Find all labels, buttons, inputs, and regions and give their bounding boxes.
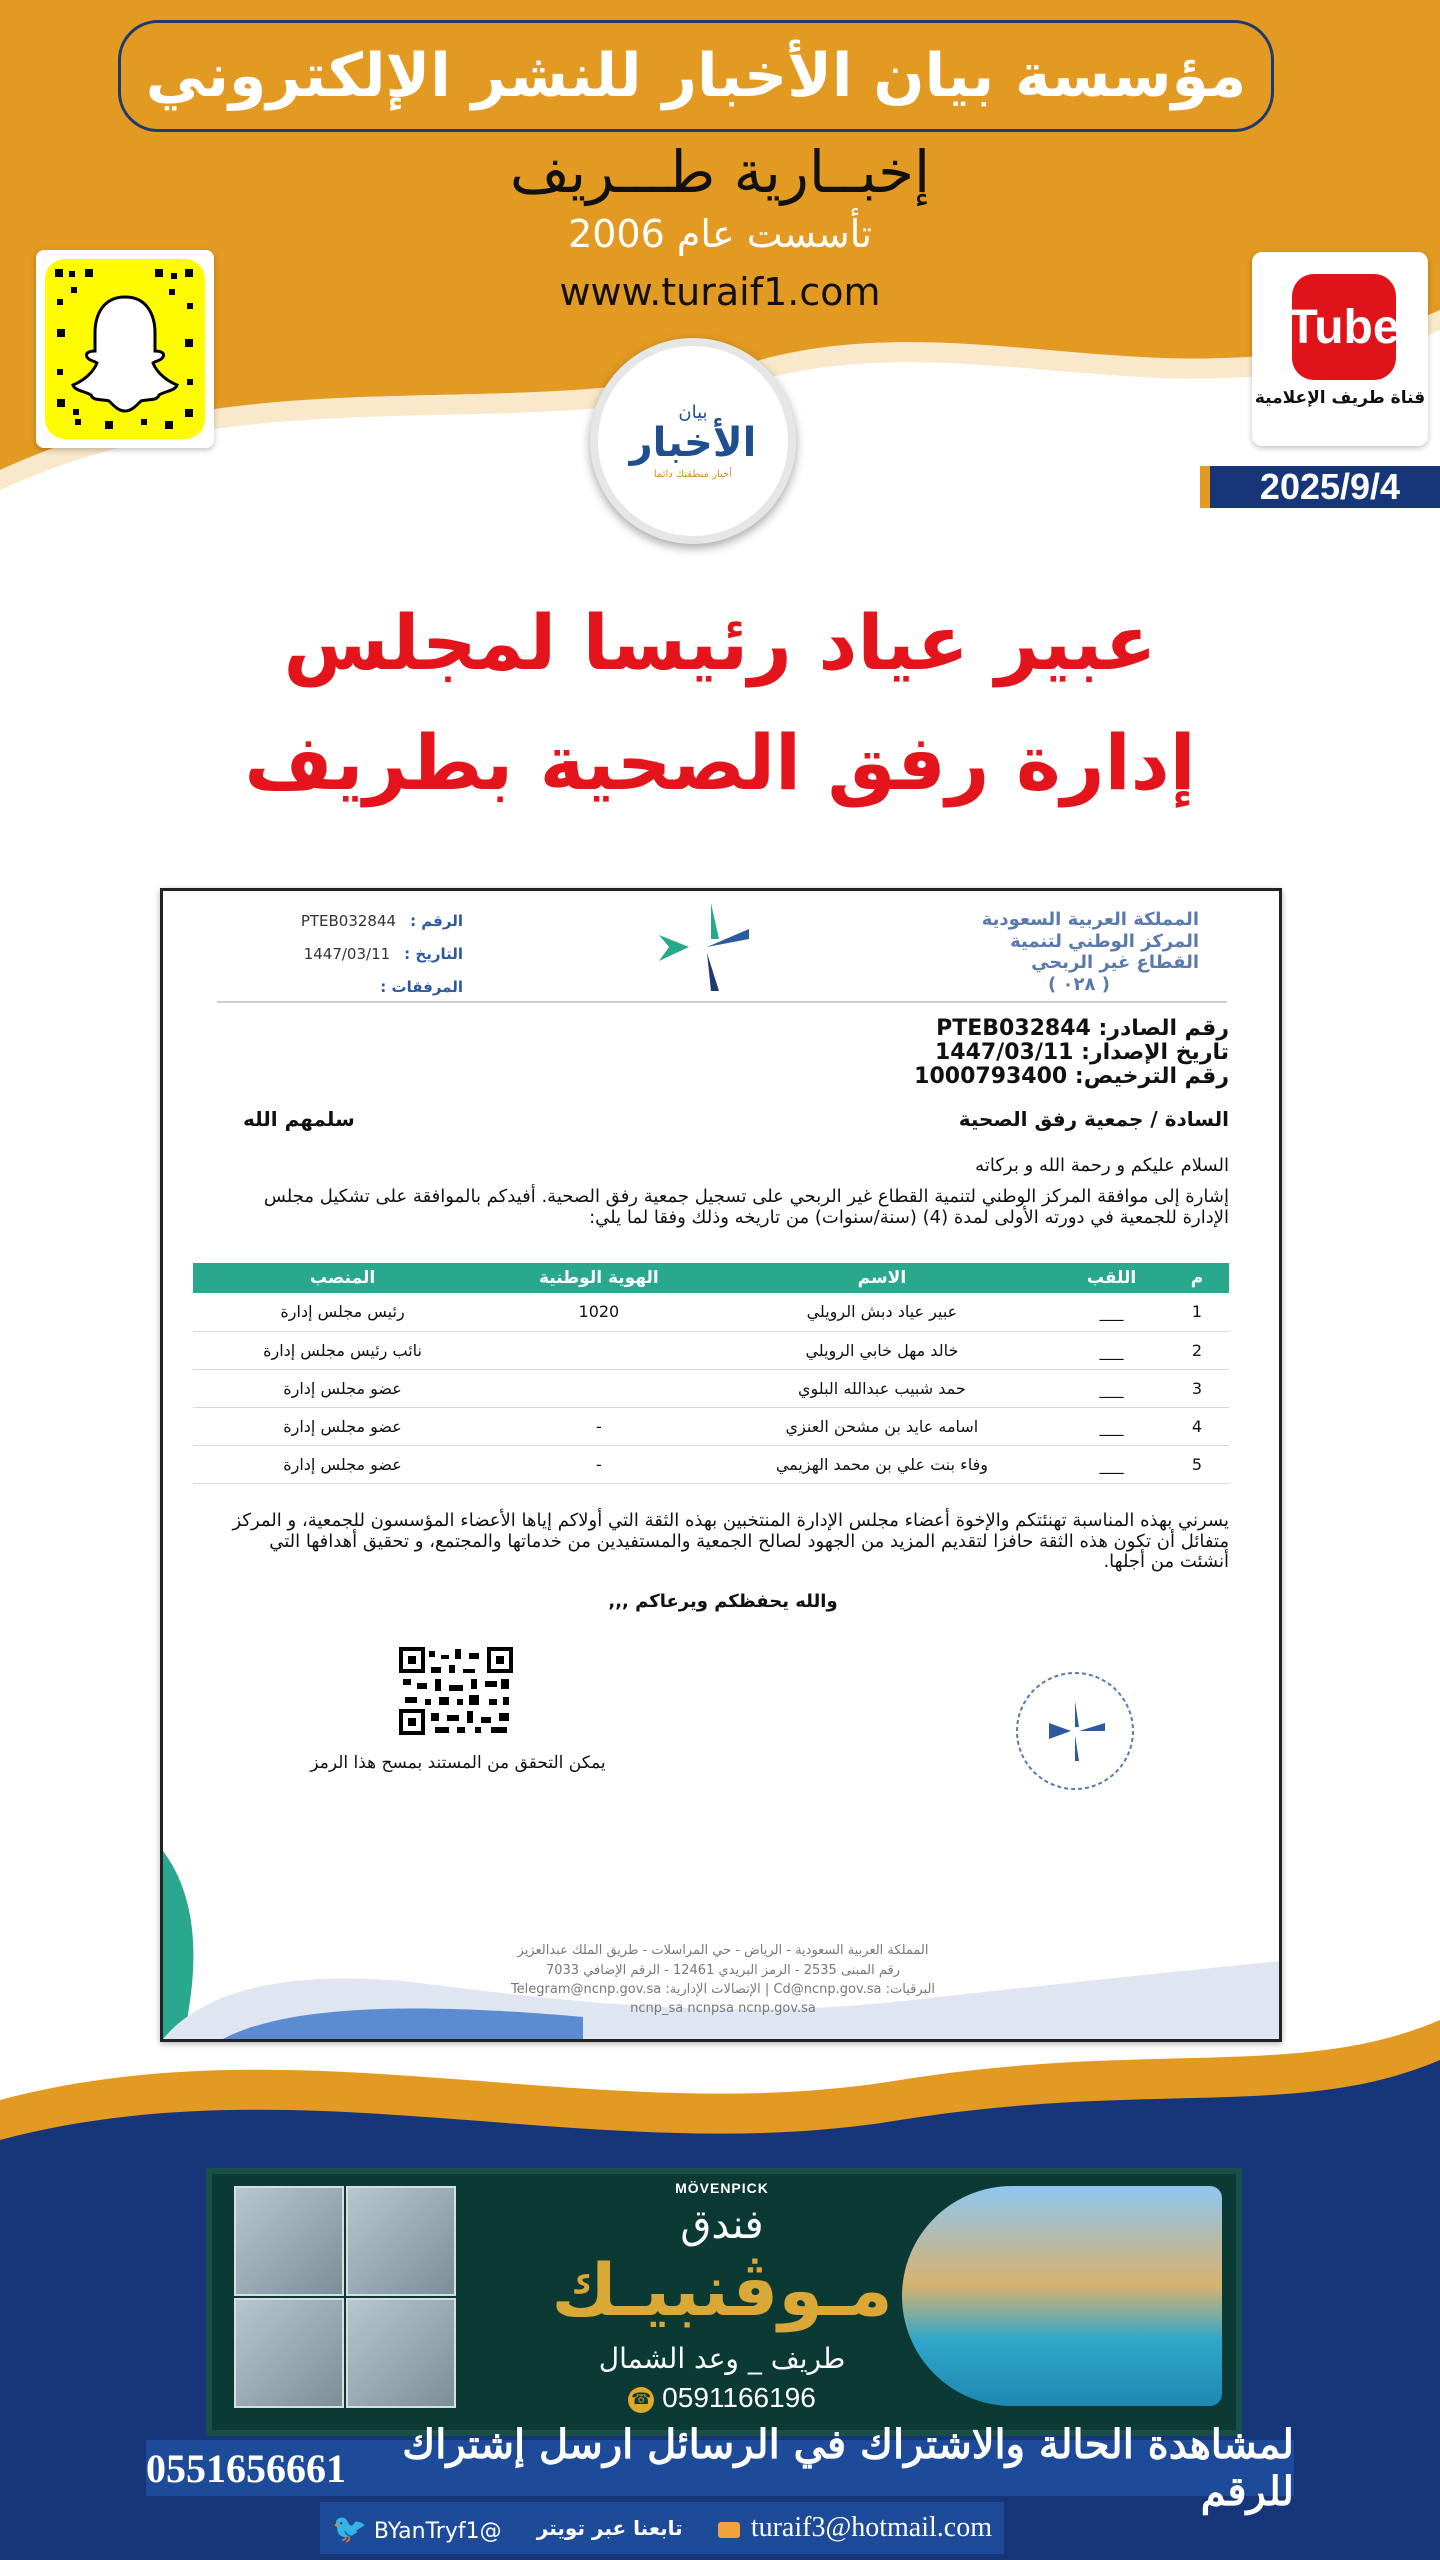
table-row: 1 ___ عبير عياد دبش الرويلي 1020 رئيس مجلس إدارة [193,1293,1229,1331]
table-row: 4 ___ اسامه عايد بن مشحن العنزي - عضو مجلس إدارة [193,1407,1229,1445]
snapchat-code[interactable] [36,250,214,448]
letter-issuer: المملكة العربية السعودية المركز الوطني لتنمية القطاع غير الربحي ( ٠٢٨ ) [981,909,1199,995]
table-row: 2 ___ خالد مهل خابي الرويلي نائب رئيس مجلس إدارة [193,1331,1229,1369]
letter-closing: والله يحفظكم ويرعاكم ,,, [608,1591,838,1612]
follow-label: تابعنا عبر تويتر [536,2516,683,2540]
divider [217,1001,1227,1003]
social-bar [320,2502,1004,2554]
mail-icon [718,2522,740,2538]
ncnp-logo-icon [649,899,759,995]
letter-references: رقم الصادر: PTEB032844 تاريخ الإصدار: 1447/03/11 رقم الترخيص: 1000793400 [914,1016,1229,1090]
snapchat-icon [45,259,205,439]
hotel-label: فندق [680,2202,764,2248]
hotel-brand: MÖVENPICK [675,2180,769,2196]
letter-regards: سلمهم الله [243,1107,355,1131]
table-row: 3 ___ حمد شبيب عبدالله البلوي عضو مجلس إدارة [193,1369,1229,1407]
org-name-banner: مؤسسة بيان الأخبار للنشر الإلكتروني [118,20,1274,132]
board-members-table: م اللقب الاسم الهوية الوطنية المنصب 1 ___ عبير عياد دبش الرويلي 1020 رئيس مجلس إدارة 2 ___ خالد مهل خابي الرويلي نائب رئيس مجلس إدارة 3 ___ حمد شبيب عبدالله البلوي عضو مجلس إدارة 4 ___ اسامه عايد بن مشحن العنزي - عضو مجلس إدارة 5 ___ وفاء بنت علي بن محمد الهزيمي - عضو مجلس إدارة [193,1263,1229,1484]
website-link[interactable]: www.turaif1.com [559,270,881,314]
letter-greeting: السلام عليكم و رحمة الله و بركاته [975,1155,1229,1176]
official-letter [160,888,1282,2042]
publish-date: 2025/9/4 [1200,466,1440,508]
twitter-icon: 🐦 [332,2511,367,2545]
founded-year: تأسست عام 2006 [568,212,872,256]
email-link[interactable]: turaif3@hotmail.com [718,2512,992,2544]
hotel-pool-photo [902,2186,1222,2406]
table-row: 5 ___ وفاء بنت علي بن محمد الهزيمي - عضو مجلس إدارة [193,1445,1229,1483]
youtube-channel-label: قناة طريف الإعلامية [1254,388,1426,408]
subscribe-banner: لمشاهدة الحالة والاشتراك في الرسائل ارسل إشتراك للرقم 0551656661 [146,2421,1294,2515]
twitter-handle[interactable]: 🐦 BYanTryf1@ [332,2511,502,2545]
letter-body-intro: إشارة إلى موافقة المركز الوطني لتنمية القطاع غير الربحي على تسجيل جمعية رفق الصحية. أفيدكم بالموافقة على تشكيل مجلس الإدارة للجمعية في دورته الأولى لمدة (4) (سنة/سنوات) من تاريخه وذلك وفقا لما يلي: [263,1186,1229,1228]
letter-body-congrats: يسرني بهذه المناسبة تهنئتكم والإخوة أعضاء مجلس الإدارة المنتخبين بهذه الثقة التي أولاكم إياها الأعضاء المؤسسون للجمعية، و المركز متفائل أن تكون هذه الثقة حافزا لتقديم المزيد من الجهود لصالح الجمعية والمستفيدين من خدماتها والمجتمع، و تحقيق أهدافها التي أنشئت من أجلها. [232,1510,1229,1573]
hotel-location: طريف _ وعد الشمال [598,2342,846,2375]
hotel-name: مـوڤنبيـك [551,2248,893,2332]
headline-line-1: عبير عياد رئيسا لمجلس [283,598,1157,687]
letter-meta: الرقم :PTEB032844 التاريخ :1447/03/11 المرفقات : [300,912,463,996]
qr-code-icon[interactable] [399,1647,513,1735]
letter-social-links: ncnp_sa ncnpsa ncnp.gov.sa [630,2001,816,2016]
youtube-channel-badge[interactable] [1252,252,1428,446]
site-logo: بيان الأخبار أخبار منطقتك دائما [590,338,796,544]
phone-icon: ☎ [628,2387,654,2413]
headline-line-2: إدارة رفق الصحية بطريف [244,718,1196,807]
subscribe-number[interactable]: 0551656661 [146,2445,346,2491]
official-stamp-icon [1005,1661,1145,1801]
hotel-phone[interactable]: ☎ 0591166196 [592,2382,852,2414]
hotel-photos [234,2186,454,2408]
letter-addressee: السادة / جمعية رفق الصحية [958,1107,1229,1131]
brand-title: إخبــارية طـــريف [509,138,931,206]
qr-note: يمكن التحقق من المستند بمسح هذا الرمز [310,1753,606,1773]
youtube-icon: Tube [1292,274,1396,380]
hotel-ad-banner[interactable] [206,2168,1242,2436]
letter-footer-address: المملكة العربية السعودية - الرياض - حي المراسلات - طريق الملك عبدالعزيز رقم المبنى 2535 - الرمز البريدي 12461 - الرقم الإضافي 7033 البرقيات: Cd@ncnp.gov.sa | الإتصالات الإدارية: Telegram@ncnp.gov.sa [510,1943,936,1997]
